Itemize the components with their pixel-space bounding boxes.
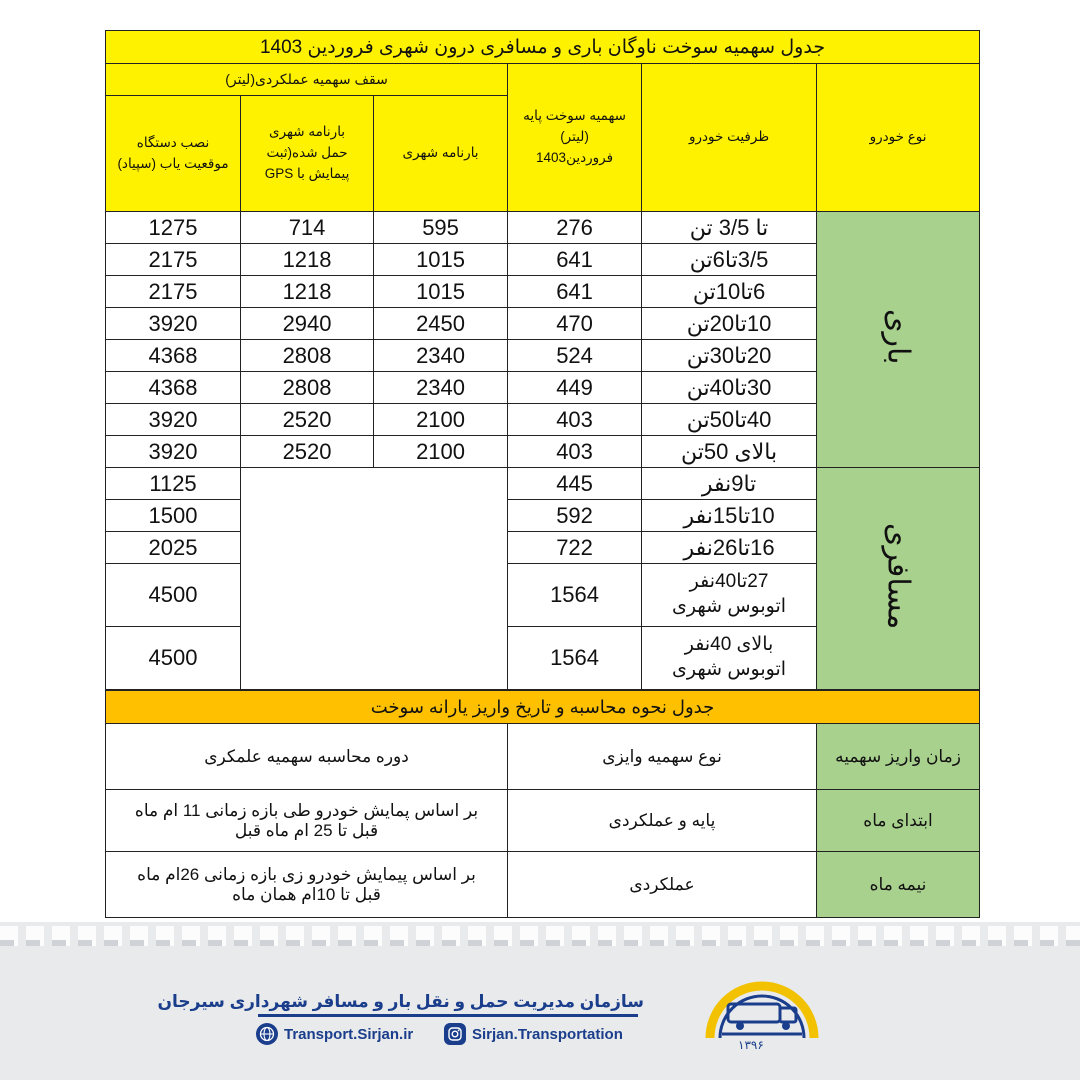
subsidy-type: پایه و عملکردی	[508, 790, 817, 852]
cargo-capacity: 30تا40تن	[642, 372, 817, 404]
cargo-capacity: 40تا50تن	[642, 404, 817, 436]
passenger-capacity: تا9نفر	[642, 468, 817, 500]
subsidy-type: عملکردی	[508, 852, 817, 918]
cargo-base: 641	[508, 276, 642, 308]
passenger-tracker: 1125	[106, 468, 241, 500]
cargo-capacity: 20تا30تن	[642, 340, 817, 372]
cargo-tracker: 4368	[106, 340, 241, 372]
header-capacity: ظرفیت خودرو	[642, 64, 817, 212]
group-passenger: مسافری	[817, 468, 980, 690]
group-cargo: باری	[817, 212, 980, 468]
passenger-capacity: 16تا26نفر	[642, 532, 817, 564]
subsidy-time: ابتدای ماه	[817, 790, 980, 852]
cargo-capacity: تا 3/5 تن	[642, 212, 817, 244]
logo-year: ۱۳۹۶	[738, 1038, 764, 1052]
passenger-capacity: 27تا40نفر اتوبوس شهری	[642, 564, 817, 627]
org-name: سازمان مدیریت حمل و نقل بار و مسافر شهرداری سیرجان	[157, 992, 644, 1011]
passenger-tracker: 2025	[106, 532, 241, 564]
subsidy-col-type: نوع سهمیه وایزی	[508, 724, 817, 790]
cargo-capacity: 3/5تا6تن	[642, 244, 817, 276]
header-vehicle-type: نوع خودرو	[817, 64, 980, 212]
cargo-tracker: 3920	[106, 308, 241, 340]
cargo-capacity: 10تا20تن	[642, 308, 817, 340]
header-tracker: نصب دستگاه موقعیت یاب (سپیاد)	[106, 96, 241, 212]
passenger-base: 1564	[508, 564, 642, 627]
instagram-text: Sirjan.Transportation	[472, 1025, 623, 1043]
cargo-tracker: 1275	[106, 212, 241, 244]
passenger-base: 445	[508, 468, 642, 500]
org-underline	[258, 1014, 638, 1017]
header-base-quota: سهمیه سوخت پایه (لیتر) فروردین1403	[508, 64, 642, 212]
footer-dash-pattern-2	[0, 940, 1080, 946]
cargo-gps: 1218	[241, 276, 374, 308]
subsidy-table	[105, 690, 980, 918]
cargo-gps: 2940	[241, 308, 374, 340]
header-urban-waybill: بارنامه شهری	[374, 96, 508, 212]
subsidy-time: نیمه ماه	[817, 852, 980, 918]
cargo-waybill: 1015	[374, 244, 508, 276]
cargo-base: 524	[508, 340, 642, 372]
cargo-tracker: 2175	[106, 276, 241, 308]
passenger-tracker: 1500	[106, 500, 241, 532]
cargo-base: 403	[508, 404, 642, 436]
cargo-gps: 2520	[241, 404, 374, 436]
cargo-waybill: 595	[374, 212, 508, 244]
cargo-base: 449	[508, 372, 642, 404]
cargo-capacity: بالای 50تن	[642, 436, 817, 468]
globe-icon	[256, 1023, 278, 1045]
cargo-waybill: 2100	[374, 404, 508, 436]
header-waybill-gps: بارنامه شهری حمل شده(ثبت پیمایش با GPS	[241, 96, 374, 212]
cargo-base: 470	[508, 308, 642, 340]
subsidy-col-period: دوره محاسبه سهمیه علمکری	[106, 724, 508, 790]
cargo-waybill: 2450	[374, 308, 508, 340]
instagram-icon	[444, 1023, 466, 1045]
cargo-base: 403	[508, 436, 642, 468]
cargo-gps: 1218	[241, 244, 374, 276]
subsidy-title: جدول نحوه محاسبه و تاریخ واریز یارانه سوخت	[106, 691, 980, 724]
cargo-tracker: 4368	[106, 372, 241, 404]
website-link[interactable]	[256, 1022, 413, 1046]
cargo-waybill: 2340	[374, 372, 508, 404]
passenger-tracker: 4500	[106, 564, 241, 627]
cargo-waybill: 2100	[374, 436, 508, 468]
cargo-capacity: 6تا10تن	[642, 276, 817, 308]
header-performance-cap: سقف سهمیه عملکردی(لیتر)	[106, 64, 508, 96]
cargo-gps: 2808	[241, 340, 374, 372]
cargo-gps: 2808	[241, 372, 374, 404]
table-title: جدول سهمیه سوخت ناوگان باری و مسافری درون شهری فروردین 1403	[106, 31, 980, 64]
cargo-tracker: 3920	[106, 404, 241, 436]
cargo-tracker: 2175	[106, 244, 241, 276]
org-logo	[700, 968, 824, 1068]
fuel-quota-table	[105, 30, 980, 690]
cargo-tracker: 3920	[106, 436, 241, 468]
cargo-base: 276	[508, 212, 642, 244]
passenger-capacity: 10تا15نفر	[642, 500, 817, 532]
website-text: Transport.Sirjan.ir	[284, 1025, 414, 1043]
cargo-gps: 2520	[241, 436, 374, 468]
subsidy-period: بر اساس پمایش خودرو طی بازه زمانی 11 ام ماه قبل تا 25 ام ماه قبل	[106, 790, 508, 852]
subsidy-period: بر اساس پیمایش خودرو زی بازه زمانی 26ام ماه قبل تا 10ام همان ماه	[106, 852, 508, 918]
instagram-link[interactable]	[444, 1022, 623, 1046]
cargo-waybill: 2340	[374, 340, 508, 372]
fuel-quota-sheet	[105, 30, 979, 905]
passenger-base: 1564	[508, 627, 642, 690]
passenger-base: 722	[508, 532, 642, 564]
cargo-base: 641	[508, 244, 642, 276]
subsidy-col-time: زمان واریز سهمیه	[817, 724, 980, 790]
cargo-waybill: 1015	[374, 276, 508, 308]
passenger-tracker: 4500	[106, 627, 241, 690]
passenger-capacity: بالای 40نفر اتوبوس شهری	[642, 627, 817, 690]
passenger-base: 592	[508, 500, 642, 532]
passenger-empty-block	[241, 468, 508, 690]
cargo-gps: 714	[241, 212, 374, 244]
